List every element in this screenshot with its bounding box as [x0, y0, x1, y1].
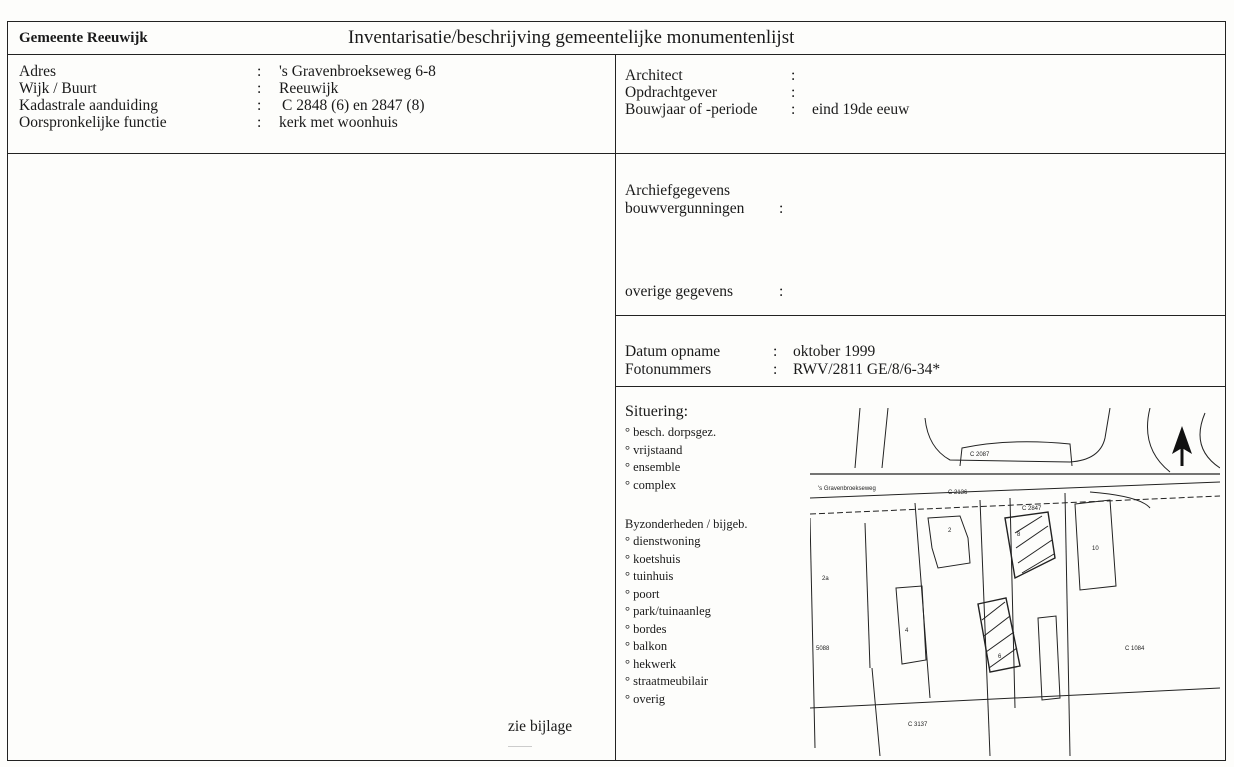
building-permits-row	[625, 200, 1215, 218]
checklist-item	[625, 673, 711, 691]
architect-row	[625, 67, 1215, 85]
form-header	[8, 22, 1225, 55]
colon: :	[791, 84, 796, 101]
parcel-label: 4	[905, 628, 909, 634]
survey-date-row	[625, 343, 1215, 361]
architect-label: Architect	[625, 67, 683, 84]
checklist-item	[625, 656, 711, 674]
circle-bullet-icon: °	[625, 534, 634, 548]
situering-list	[625, 424, 716, 494]
circle-bullet-icon: °	[625, 639, 634, 653]
parcel-label: 5088	[816, 646, 830, 652]
checklist-item-label: tuinhuis	[633, 569, 674, 583]
parcel-label: 2a	[822, 576, 829, 582]
construction-year-label: Bouwjaar of -periode	[625, 101, 758, 118]
photo-numbers-row	[625, 361, 1215, 379]
checklist-item-label: balkon	[633, 639, 668, 653]
column-divider	[615, 55, 616, 760]
see-appendix-note: zie bijlage	[508, 718, 573, 735]
checklist-item	[625, 477, 716, 495]
situering-title: Situering:	[625, 403, 689, 420]
checklist-item	[625, 533, 711, 551]
checklist-item-label: ensemble	[633, 460, 681, 474]
checklist-item-label: dienstwoning	[633, 534, 701, 548]
parcel-label: C 1084	[1125, 646, 1145, 652]
checklist-item-label: straatmeubilair	[633, 674, 709, 688]
survey-date-value: oktober 1999	[793, 343, 876, 360]
original-function-label: Oorspronkelijke functie	[19, 114, 167, 131]
checklist-item-label: complex	[633, 477, 677, 492]
circle-bullet-icon: °	[625, 551, 634, 566]
cadastral-label: Kadastrale aanduiding	[19, 97, 159, 114]
circle-bullet-icon: °	[625, 586, 634, 601]
checklist-item-label: park/tuinaanleg	[633, 604, 711, 618]
row-divider-1	[8, 153, 1225, 154]
checklist-item	[625, 442, 716, 460]
checklist-item-label: besch. dorpsgez.	[633, 425, 717, 439]
survey-date-label: Datum opname	[625, 343, 721, 360]
checklist-item-label: hekwerk	[633, 656, 677, 671]
colon: :	[257, 80, 262, 97]
checklist-item	[625, 586, 711, 604]
cadastral-value: C 2848 (6) en 2847 (8)	[282, 97, 425, 114]
parcel-label: 10	[1092, 546, 1099, 552]
original-function-row	[19, 114, 609, 132]
checklist-item	[625, 603, 711, 621]
district-label: Wijk / Buurt	[19, 80, 97, 97]
parcel-label: C 2136	[948, 490, 968, 496]
row-divider-3	[615, 386, 1225, 387]
circle-bullet-icon: °	[625, 656, 634, 671]
checklist-item	[625, 691, 711, 709]
circle-bullet-icon: °	[625, 674, 634, 688]
checklist-item-label: overig	[633, 691, 666, 706]
construction-year-value: eind 19de eeuw	[812, 101, 910, 118]
other-data-label: overige gegevens	[625, 283, 734, 300]
circle-bullet-icon: °	[625, 604, 634, 618]
circle-bullet-icon: °	[625, 460, 634, 474]
colon: :	[779, 200, 784, 217]
address-value: 's Gravenbroekseweg 6-8	[279, 63, 436, 80]
bijzonderheden-title: Byzonderheden / bijgeb.	[625, 517, 748, 531]
address-label: Adres	[19, 63, 57, 80]
colon: :	[257, 63, 262, 80]
row-divider-2	[615, 315, 1225, 316]
colon: :	[791, 101, 796, 118]
checklist-item	[625, 459, 716, 477]
photo-numbers-label: Fotonummers	[625, 361, 712, 378]
circle-bullet-icon: °	[625, 477, 634, 492]
colon: :	[791, 67, 796, 84]
photo-numbers-value: RWV/2811 GE/8/6-34*	[793, 361, 941, 378]
parcel-label: 2	[948, 528, 952, 534]
client-row	[625, 84, 1215, 102]
parcel-label: C 2087	[970, 452, 990, 458]
checklist-item-label: koetshuis	[633, 551, 681, 566]
bijzonderheden-list	[625, 533, 711, 708]
north-arrow-icon	[1172, 426, 1192, 466]
parcel-label: 6	[998, 654, 1002, 660]
checklist-item-label: bordes	[633, 621, 667, 636]
cadastral-map	[810, 408, 1220, 756]
checklist-item-label: vrijstaand	[633, 442, 683, 457]
circle-bullet-icon: °	[625, 691, 634, 706]
building-permits-label: bouwvergunningen	[625, 200, 745, 217]
colon: :	[773, 361, 778, 378]
cadastral-row	[19, 97, 609, 115]
address-row	[19, 63, 609, 81]
colon: :	[257, 114, 262, 131]
other-data-row	[625, 283, 1215, 301]
district-value: Reeuwijk	[279, 80, 339, 97]
district-row	[19, 80, 609, 98]
original-function-value: kerk met woonhuis	[279, 114, 398, 131]
colon: :	[779, 283, 784, 300]
colon: :	[773, 343, 778, 360]
checklist-item	[625, 551, 711, 569]
circle-bullet-icon: °	[625, 442, 634, 457]
circle-bullet-icon: °	[625, 621, 634, 636]
faint-mark	[508, 746, 532, 747]
checklist-item	[625, 621, 711, 639]
colon: :	[257, 97, 262, 114]
checklist-item	[625, 638, 711, 656]
road-label: 's Gravenbroekseweg	[818, 486, 876, 492]
parcel-label: C 2847	[1022, 506, 1042, 512]
parcel-label: 8	[1017, 532, 1021, 538]
municipality-name: Gemeente Reeuwijk	[19, 30, 148, 46]
checklist-item	[625, 424, 716, 442]
form-title: Inventarisatie/beschrijving gemeentelijke monumentenlijst	[348, 27, 795, 48]
circle-bullet-icon: °	[625, 425, 634, 439]
archive-title: Archiefgegevens	[625, 182, 731, 199]
client-label: Opdrachtgever	[625, 84, 718, 101]
checklist-item-label: poort	[633, 586, 660, 601]
parcel-label: C 3137	[908, 722, 928, 728]
checklist-item	[625, 568, 711, 586]
circle-bullet-icon: °	[625, 569, 634, 583]
construction-year-row	[625, 101, 1215, 119]
